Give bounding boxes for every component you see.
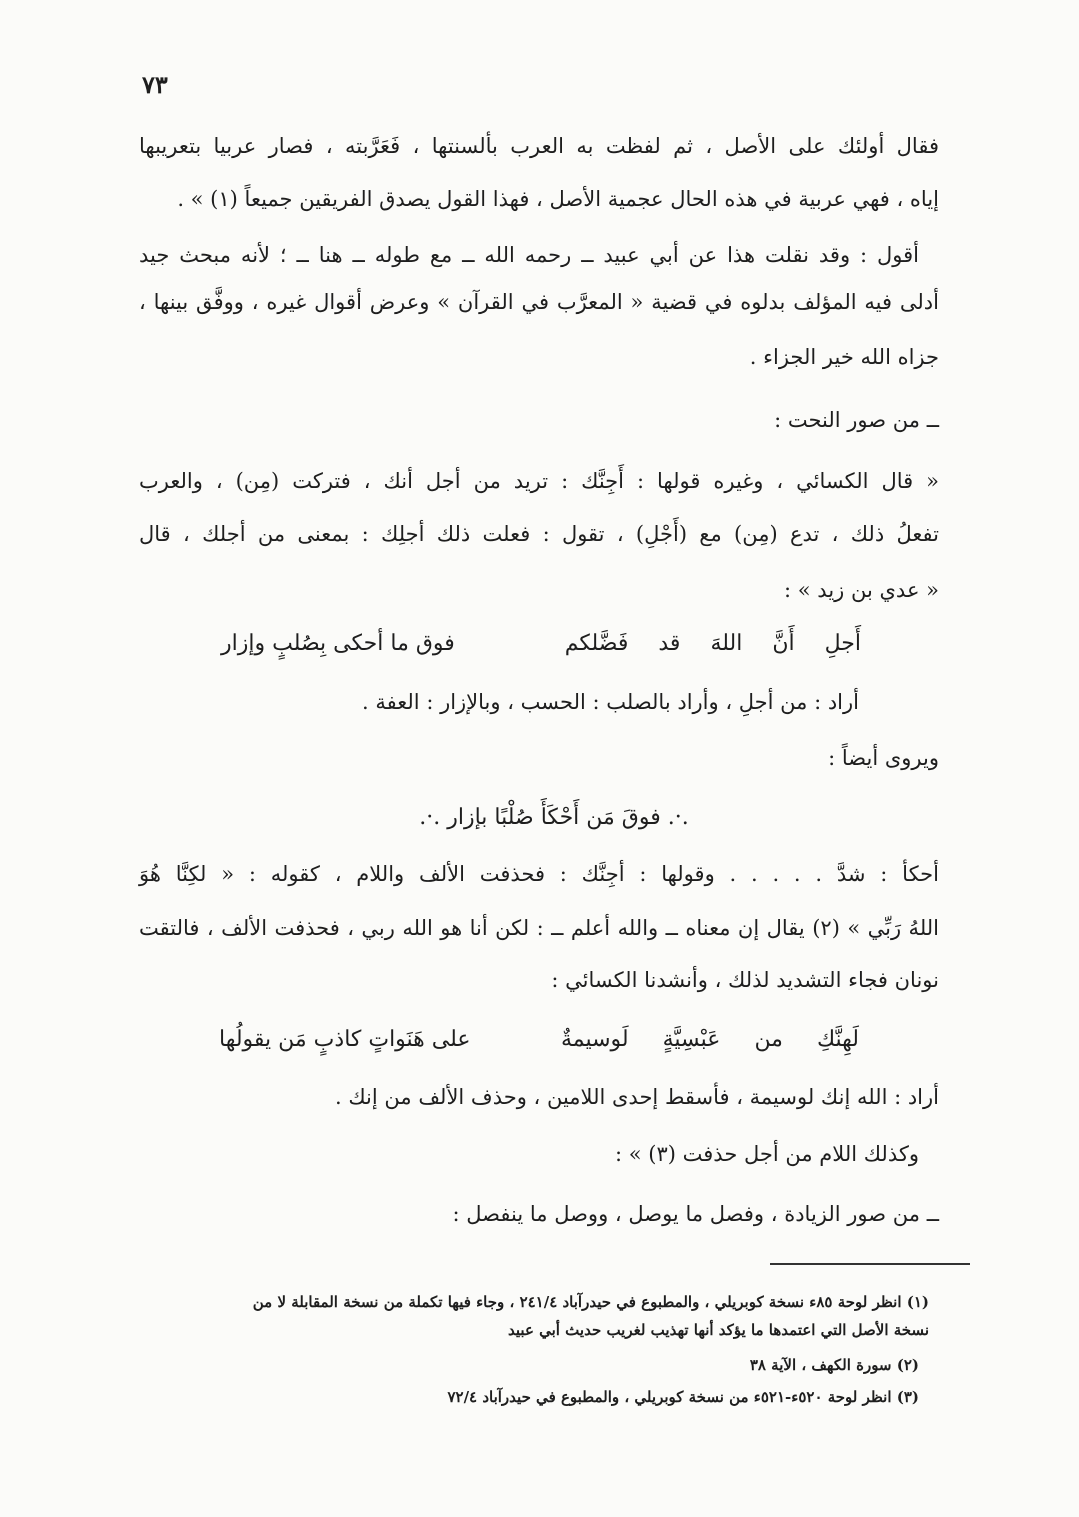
verse-1-first-half <box>565 628 861 660</box>
verse-word: فَضَّلكم <box>564 631 629 656</box>
footnote-2: (٢) سورة الكهف ، الآية ٣٨ <box>749 1356 919 1374</box>
body-line: وكذلك اللام من أجل حذفت (٣) » : <box>615 1142 919 1166</box>
body-line: تفعلُ ذلك ، تدع (مِن) مع (أَجْلِ) ، تقول : فعلت ذلك أجلِك : بمعنى من أجلك ، قال <box>139 522 939 546</box>
verse-word: عَبْسِيَّةٍ <box>662 1027 721 1052</box>
verse-2: .·. فوقَ مَن أَحْكَأَ صُلْبًا بإزار .·. <box>419 805 689 830</box>
verse-1 <box>221 628 861 660</box>
verse-3-second-half: على هَنَواتٍ كاذبٍ مَن يقولُها <box>219 1027 471 1052</box>
verse-word: قد <box>658 631 681 656</box>
footnote-1: (١) انظر لوحة ٨٥ء نسخة كوبريلي ، والمطبوع في حيدرآباد ٢٤١/٤ ، وجاء فيها تكملة من نسخة المقابلة لا من <box>252 1293 929 1311</box>
verse-word: أَنَّ <box>772 631 795 656</box>
verse-3-first-half <box>561 1024 859 1056</box>
body-line: اللهُ رَبِّي » (٢) يقال إن معناه ــ والله أعلم ــ : لكن أنا هو الله ربي ، فحذفت الألف ، فالتقت <box>139 916 939 940</box>
body-line: فقال أولئك على الأصل ، ثم لفظت به العرب بألسنتها ، فَعَرَّبته ، فصار عربيا بتعريبها <box>139 134 939 158</box>
body-line: إياه ، فهي عربية في هذه الحال عجمية الأصل ، فهذا القول يصدق الفريقين جميعاً (١) » . <box>177 187 939 211</box>
footnote-3: (٣) انظر لوحة ٥٢٠ء-٥٢١ء من نسخة كوبريلي ، والمطبوع في حيدرآباد ٧٢/٤ <box>447 1388 919 1406</box>
verse-word: لَوسيمةٌ <box>560 1027 629 1052</box>
verse-word: اللهَ <box>710 631 743 656</box>
body-line: « عدي بن زيد » : <box>784 578 939 602</box>
body-line: نونان فجاء التشديد لذلك ، وأنشدنا الكسائي : <box>551 968 939 992</box>
footnote-1-continued: نسخة الأصل التي اعتمدها ما يؤكد أنها تهذيب لغريب حديث أبي عبيد <box>508 1321 929 1339</box>
body-line: أراد : الله إنك لوسيمة ، فأسقط إحدى اللامين ، وحذف الألف من إنك . <box>335 1085 939 1109</box>
verse-3 <box>219 1024 859 1056</box>
body-line: « قال الكسائي ، وغيره قولها : أَجِنَّك : تريد من أجل أنك ، فتركت (مِن) ، والعرب <box>139 469 939 493</box>
verse-word: أَجلِ <box>824 631 861 656</box>
footnote-rule <box>770 1263 970 1265</box>
body-line: ويروى أيضاً : <box>828 746 939 770</box>
body-line: أقول : وقد نقلت هذا عن أبي عبيد ــ رحمه الله ــ مع طوله ــ هنا ــ ؛ لأنه مبحث جيد <box>139 243 919 267</box>
section-heading: ــ من صور النحت : <box>774 408 939 432</box>
body-line: أحكأ : شدَّ . . . . . وقولها : أجِنَّك : فحذفت الألف واللام ، كقوله : « لكِنَّا هُوَ <box>139 862 939 886</box>
section-heading: ــ من صور الزيادة ، وفصل ما يوصل ، ووصل ما ينفصل : <box>452 1202 939 1226</box>
verse-1-second-half: فوق ما أحكى بِصُلبٍ وإزار <box>221 631 455 656</box>
page-number: ٧٣ <box>142 70 168 99</box>
verse-word: لَهِنَّكِ <box>816 1027 859 1052</box>
body-line: أراد : من أجلِ ، وأراد بالصلب : الحسب ، وبالإزار : العفة . <box>362 690 859 714</box>
verse-word: من <box>754 1027 783 1052</box>
body-line: جزاه الله خير الجزاء . <box>749 345 939 369</box>
body-line: أدلى فيه المؤلف بدلوه في قضية « المعرَّب في القرآن » وعرض أقوال غيره ، ووفَّق بينها ، <box>139 290 939 314</box>
